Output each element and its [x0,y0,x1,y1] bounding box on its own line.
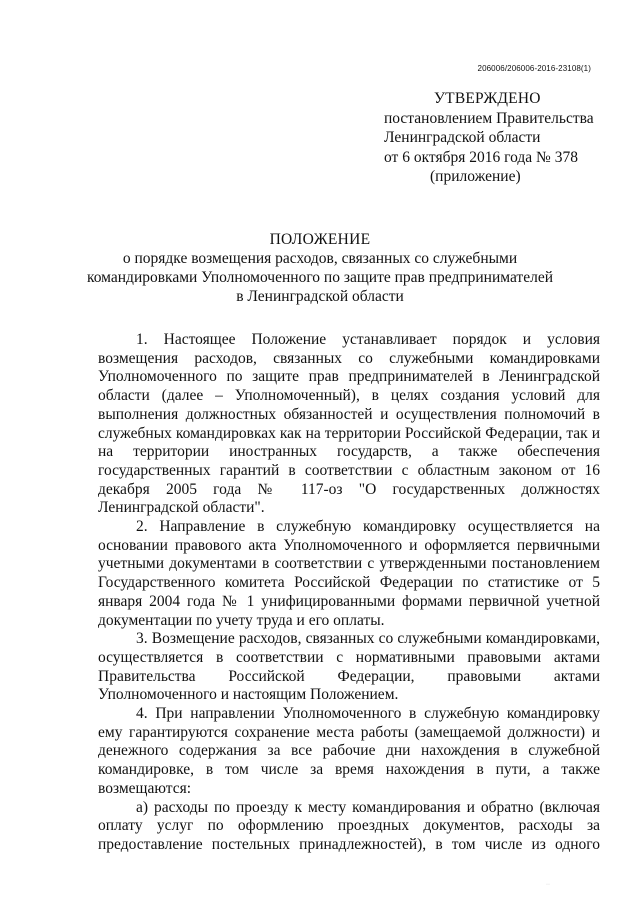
paragraph-3: 3. Возмещение расходов, связанных со служебными командировками, осуществляется в соответствии с нормативными правовыми актами Правительства Российской Федерации, правовыми актами Уполномоченного и настоящим Положением. [98,630,600,704]
approval-line-2: Ленинградской области [384,129,541,146]
paragraph-2: 2. Направление в служебную командировку осуществляется на основании правового акта Уполномоченного и оформляется первичными учетными документами в соответствии с утвержденными постановлением Государственного комитета Российской Федерации по статистике от 5 января 2004 года № 1 унифицированными формами первичной учетной документации по учету труда и его оплаты. [98,518,600,629]
paragraph-1: 1. Настоящее Положение устанавливает порядок и условия возмещения расходов, связанных со служебными командировками Уполномоченного по защите прав предпринимателей в Ленинградской области (далее – Уполномоченный), в целях создания условий для выполнения должностных обязанностей и осуществления полномочий в служебных командировках как на территории Российской Федерации, так и на территории иностранных государств, а также обеспечения государственных гарантий в соответствии с областным законом от 16 декабря 2005 года № 117-оз "О государственных должностях Ленинградской области". [98,331,600,517]
approval-line-3: от 6 октября 2016 года № 378 [384,148,578,166]
heading-line-2: командировками Уполномоченного по защите прав предпринимателей [86,269,553,286]
approval-appendix: (приложение) [430,168,521,185]
approval-title: УТВЕРЖДЕНО [434,90,541,107]
paragraph-4: 4. При направлении Уполномоченного в служебную командировку ему гарантируются сохранение места работы (замещаемой должности) и денежного содержания за все рабочие дни нахождения в служебной командировке, в том числе за время нахождения в пути, а также возмещаются: [98,705,600,797]
document-heading [0,230,640,306]
document-title: ПОЛОЖЕНИЕ [269,231,371,248]
paragraph-4a: а) расходы по проезду к месту командирования и обратно (включая оплату услуг по оформлению проездных документов, расходы за предоставление постельных принадлежностей), в том числе из одного [98,798,600,853]
approval-line-1: постановлением Правительства [384,109,594,127]
approval-block [384,89,604,187]
document-body [98,331,600,855]
heading-line-3: в Ленинградской области [236,288,404,305]
scan-mark: ·· [546,882,550,888]
document-id: 206006/206006-2016-23108(1) [477,64,591,73]
heading-line-1: о порядке возмещения расходов, связанных со служебными [122,250,518,267]
